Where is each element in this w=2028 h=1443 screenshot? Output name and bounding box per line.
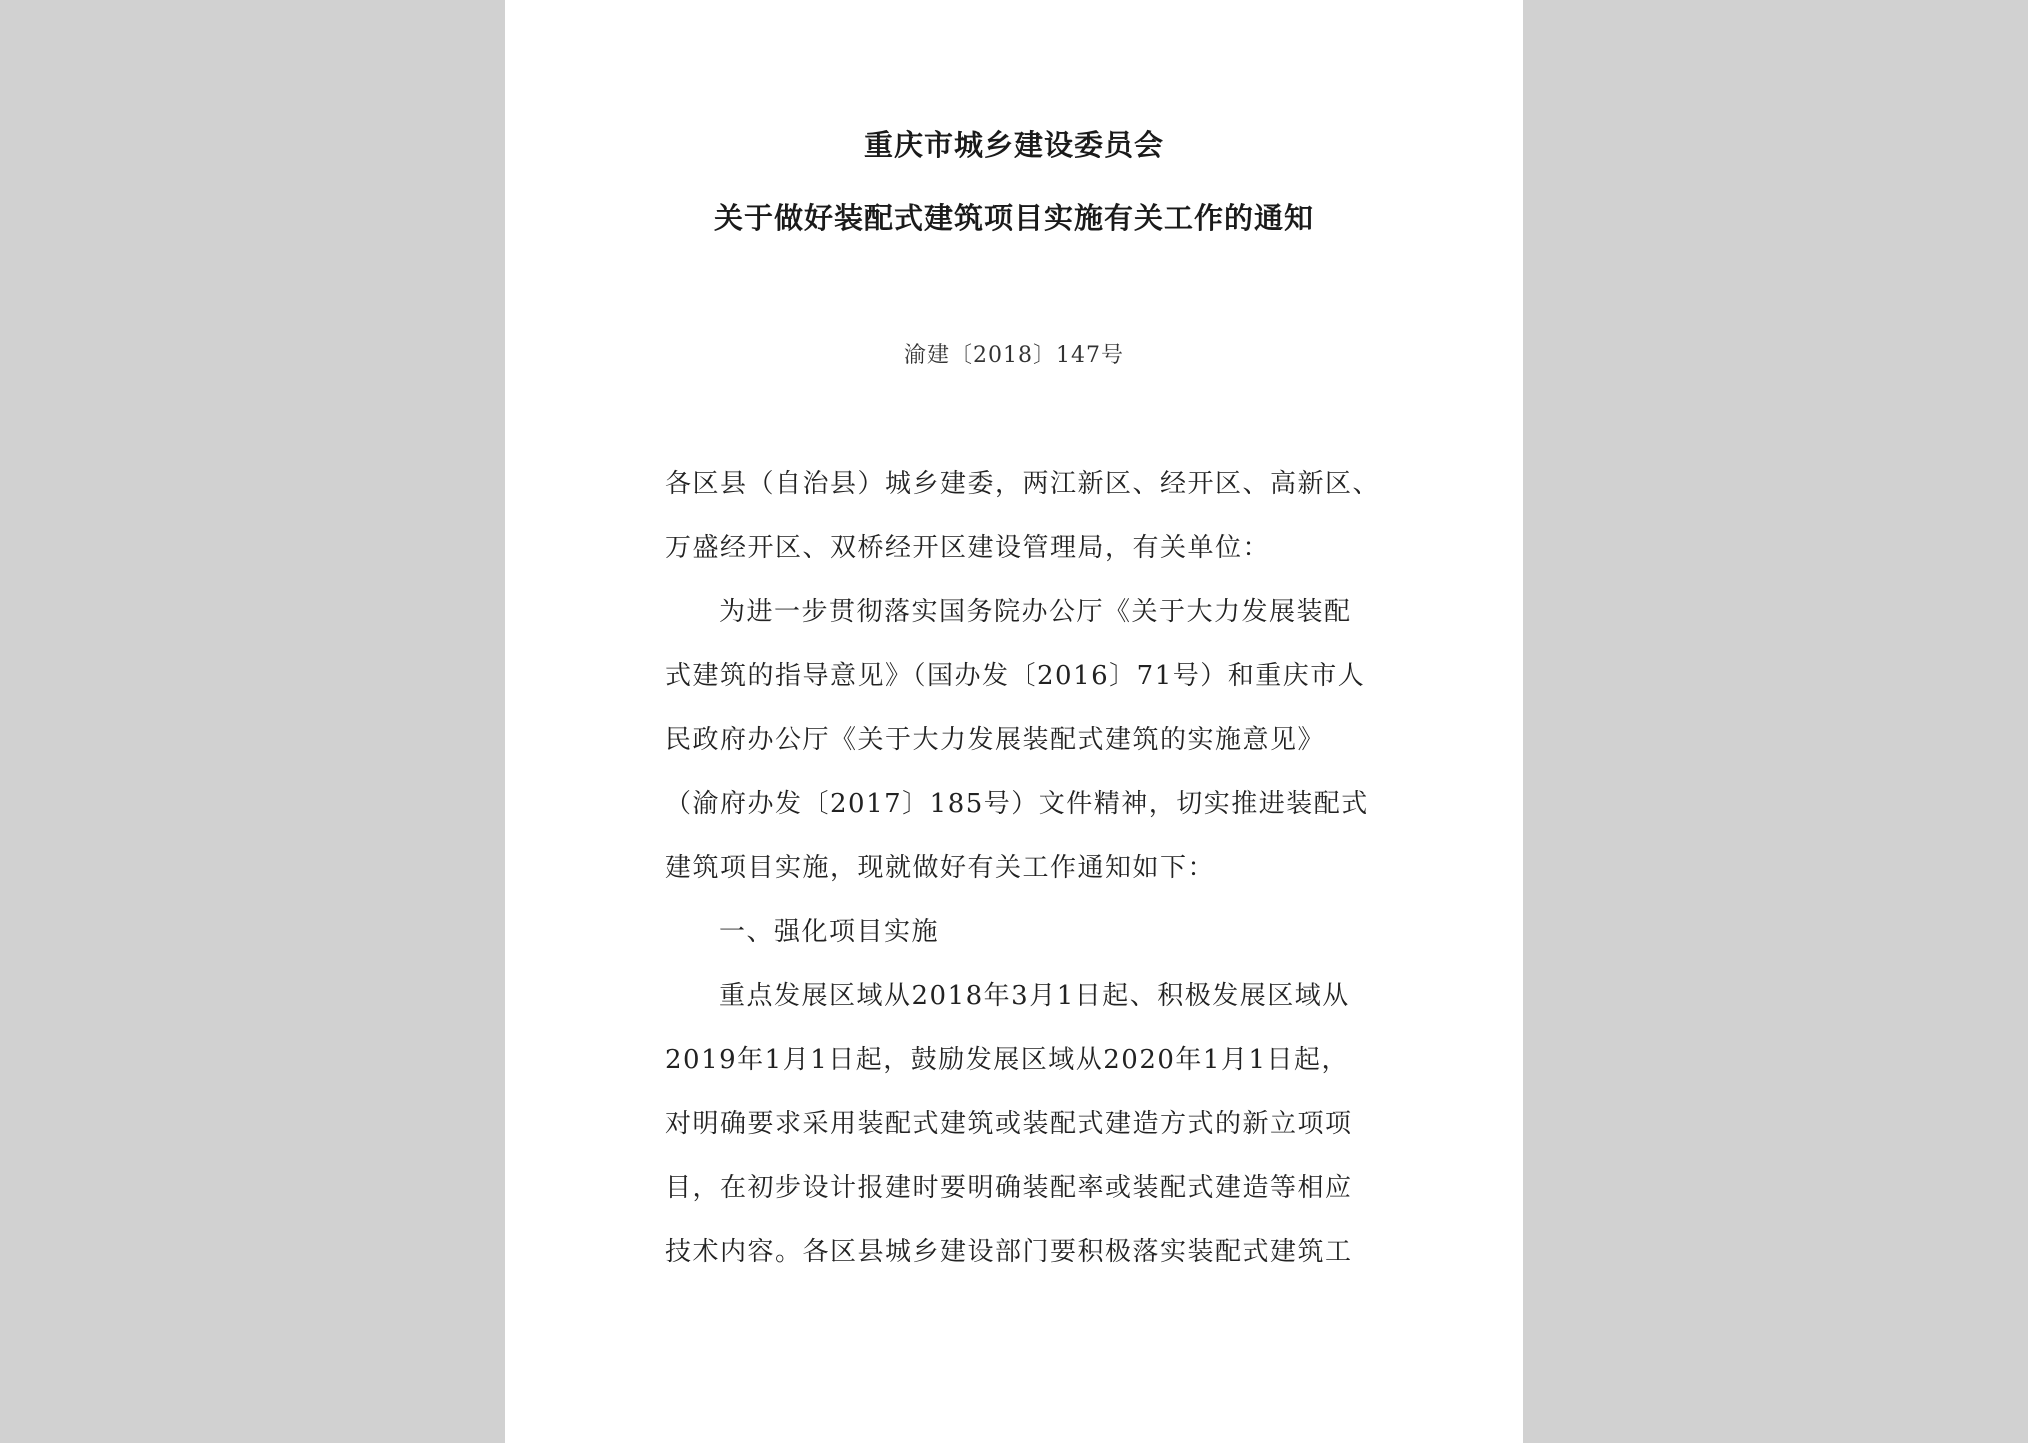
body-line: 技术内容。各区县城乡建设部门要积极落实装配式建筑工 [665,1237,1353,1267]
document-title-issuer: 重庆市城乡建设委员会 [863,128,1164,162]
body-line: 对明确要求采用装配式建筑或装配式建造方式的新立项项 [665,1109,1353,1139]
body-line: 重点发展区域从2018年3月1日起、积极发展区域从 [719,981,1350,1011]
body-line: 各区县（自治县）城乡建委，两江新区、经开区、高新区、 [665,469,1381,499]
body-line: （渝府办发〔2017〕185号）文件精神，切实推进装配式 [665,789,1369,819]
body-line: 为进一步贯彻落实国务院办公厅《关于大力发展装配 [719,597,1352,627]
body-line: 目，在初步设计报建时要明确装配率或装配式建造等相应 [665,1173,1353,1203]
document-page [505,0,1523,1443]
body-line: 万盛经开区、双桥经开区建设管理局，有关单位： [665,533,1271,563]
body-line: 2019年1月1日起，鼓励发展区域从2020年1月1日起， [665,1045,1350,1075]
document-number: 渝建〔2018〕147号 [904,343,1124,368]
document-title-subject: 关于做好装配式建筑项目实施有关工作的通知 [713,201,1314,235]
body-line: 民政府办公厅《关于大力发展装配式建筑的实施意见》 [665,725,1326,755]
body-line: 式建筑的指导意见》（国办发〔2016〕71号）和重庆市人 [665,661,1366,691]
section-heading: 一、强化项目实施 [719,917,940,947]
body-line: 建筑项目实施，现就做好有关工作通知如下： [665,853,1216,883]
